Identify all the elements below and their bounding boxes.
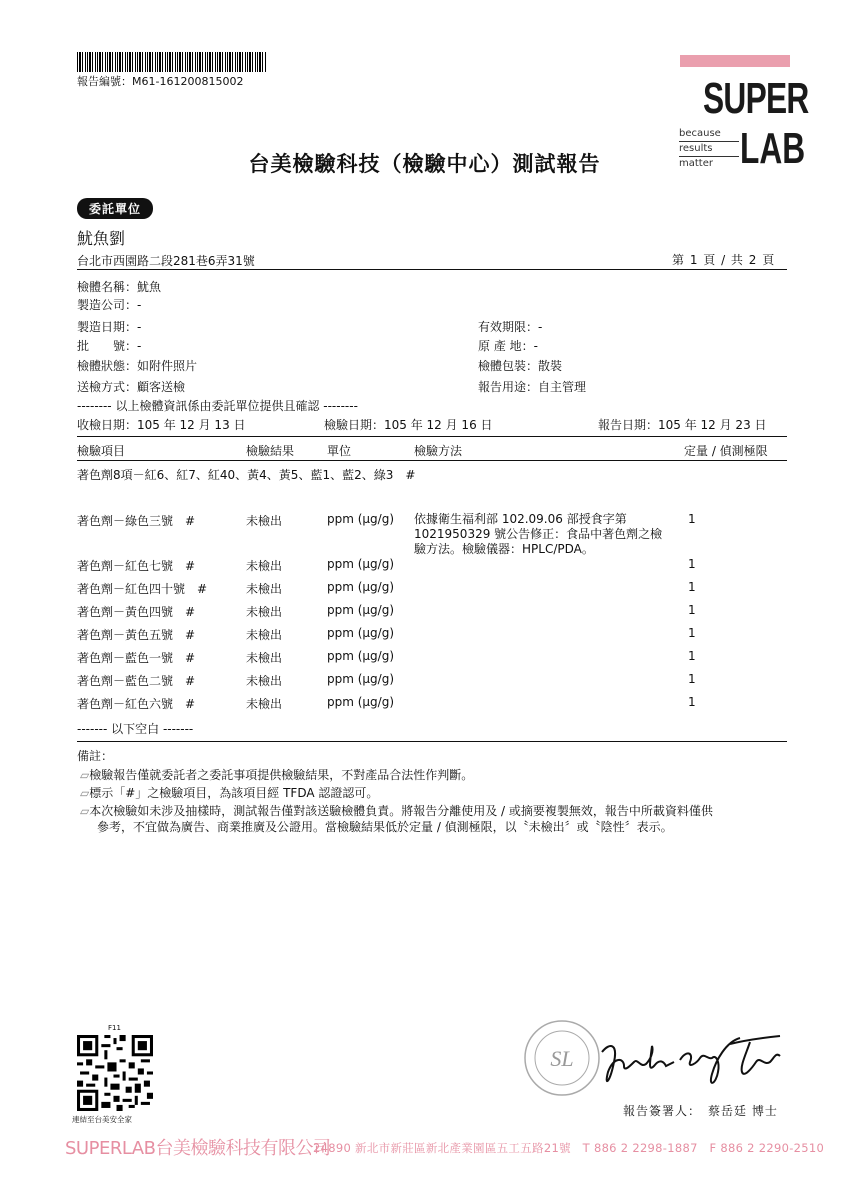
seal-text: SL	[550, 1046, 574, 1071]
table-row-unit: ppm (µg/g)	[327, 672, 395, 686]
note-bullet-icon: ▱	[80, 768, 90, 782]
table-row-limit: 1	[688, 649, 696, 663]
qr-code-label: F11	[108, 1024, 121, 1032]
tested-date: 檢驗日期：105 年 12 月 16 日	[324, 418, 493, 432]
divider	[77, 269, 787, 270]
col-header-method: 檢驗方法	[414, 444, 463, 458]
table-row-unit: ppm (µg/g)	[327, 649, 395, 663]
logo-lab: LAB	[740, 124, 806, 173]
sample-batch: 批 號：-	[77, 339, 142, 353]
footer-address: 24890 新北市新莊區新北產業園區五工五路21號 T 886 2 2298-1887 F 886 2 2290-2510	[313, 1141, 825, 1155]
col-header-unit: 單位	[327, 444, 352, 458]
table-row-result: 未檢出	[246, 605, 283, 619]
sample-state: 檢體狀態：如附件照片	[77, 359, 198, 373]
sample-confirm-note: -------- 以上檢體資訊係由委託單位提供且確認 --------	[77, 399, 358, 413]
table-row-limit: 1	[688, 672, 696, 686]
sample-purpose: 報告用途：自主管理	[478, 380, 587, 394]
table-row-item: 著色劑－紅色四十號 #	[77, 582, 208, 596]
table-row-limit: 1	[688, 695, 696, 709]
table-row-result: 未檢出	[246, 559, 283, 573]
report-signer: 報告簽署人： 蔡岳廷 博士	[623, 1104, 778, 1118]
method-line: 依據衛生福利部 102.09.06 部授食字第	[414, 512, 627, 526]
qr-caption: 連結至台美安全家	[72, 1115, 132, 1124]
table-row-result: 未檢出	[246, 628, 283, 642]
reported-date: 報告日期：105 年 12 月 23 日	[598, 418, 767, 432]
logo-tagline-line: because	[679, 128, 739, 142]
col-header-result: 檢驗結果	[246, 444, 295, 458]
table-row-item: 著色劑－藍色一號 #	[77, 651, 196, 665]
note-bullet-icon: ▱	[80, 804, 90, 818]
table-row-result: 未檢出	[246, 674, 283, 688]
col-header-limit: 定量 / 偵測極限	[684, 444, 768, 458]
divider	[77, 436, 787, 437]
table-row-limit: 1	[688, 626, 696, 640]
sample-expiry: 有效期限：-	[478, 320, 543, 334]
table-row-unit: ppm (µg/g)	[327, 695, 395, 709]
table-row-result: 未檢出	[246, 514, 283, 528]
client-address: 台北市西園路二段281巷6弄31號	[77, 254, 255, 268]
table-row-item: 著色劑－藍色二號 #	[77, 674, 196, 688]
method-line: 驗方法。檢驗儀器：HPLC/PDA。	[414, 542, 594, 556]
sample-mfg-date: 製造日期：-	[77, 320, 142, 334]
table-row-method	[414, 512, 662, 557]
sample-delivery: 送檢方式：顧客送檢	[77, 380, 186, 394]
client-section-label: 委託單位	[77, 198, 153, 219]
page-info: 第 1 頁 / 共 2 頁	[672, 253, 776, 267]
footer-company: SUPERLAB台美檢驗科技有限公司	[65, 1138, 331, 1159]
sample-name: 檢體名稱：魷魚	[77, 280, 162, 294]
table-row-unit: ppm (µg/g)	[327, 603, 395, 617]
table-row-result: 未檢出	[246, 651, 283, 665]
sample-packaging: 檢體包裝：散裝	[478, 359, 563, 373]
sample-manufacturer: 製造公司：-	[77, 298, 142, 312]
note-item: ▱標示「#」之檢驗項目，為該項目經 TFDA 認證認可。	[80, 786, 379, 800]
table-end-note: ------- 以下空白 -------	[77, 722, 194, 736]
notes-label: 備註：	[77, 749, 114, 763]
logo-tagline-line: results	[679, 143, 739, 157]
report-number: 報告編號：M61-161200815002	[77, 75, 244, 88]
table-row-limit: 1	[688, 580, 696, 594]
table-row-unit: ppm (µg/g)	[327, 580, 395, 594]
table-row-limit: 1	[688, 557, 696, 571]
handwritten-signature	[590, 1022, 790, 1102]
logo-tagline-line: matter	[679, 158, 713, 169]
barcode	[77, 52, 267, 72]
table-row-item: 著色劑－黃色五號 #	[77, 628, 196, 642]
note-item: ▱檢驗報告僅就委託者之委託事項提供檢驗結果，不對產品合法性作判斷。	[80, 768, 474, 782]
divider	[77, 741, 787, 742]
table-row-unit: ppm (µg/g)	[327, 512, 395, 526]
table-row-item: 著色劑－紅色七號 #	[77, 559, 196, 573]
note-bullet-icon: ▱	[80, 786, 90, 800]
qr-code[interactable]	[77, 1035, 153, 1111]
col-header-item: 檢驗項目	[77, 444, 126, 458]
divider	[77, 460, 787, 461]
method-line: 1021950329 號公告修正：食品中著色劑之檢	[414, 527, 663, 541]
table-row-item: 著色劑－黃色四號 #	[77, 605, 196, 619]
received-date: 收檢日期：105 年 12 月 13 日	[77, 418, 246, 432]
report-title: 台美檢驗科技（檢驗中心）測試報告	[248, 152, 601, 176]
client-name: 魷魚劉	[77, 229, 126, 248]
table-row-result: 未檢出	[246, 582, 283, 596]
table-row-unit: ppm (µg/g)	[327, 626, 395, 640]
table-row-result: 未檢出	[246, 697, 283, 711]
sample-origin: 原 產 地：-	[478, 339, 538, 353]
note-item: ▱本次檢驗如未涉及抽樣時，測試報告僅對該送驗檢體負責。將報告分離使用及 / 或摘要複製無效，報告中所載資料僅供	[80, 804, 713, 818]
table-row-limit: 1	[688, 603, 696, 617]
table-row-item: 著色劑－綠色三號 #	[77, 514, 196, 528]
table-group-title: 著色劑8項－紅6、紅7、紅40、黃4、黃5、藍1、藍2、綠3 #	[77, 468, 416, 482]
logo-super: SUPER	[703, 74, 809, 123]
table-row-unit: ppm (µg/g)	[327, 557, 395, 571]
note-item-continued: 參考，不宜做為廣告、商業推廣及公證用。當檢驗結果低於定量 / 偵測極限，以〝未檢出〞或〝陰性〞表示。	[97, 820, 673, 834]
logo-accent-bar	[680, 55, 790, 67]
table-row-limit: 1	[688, 512, 696, 526]
table-row-item: 著色劑－紅色六號 #	[77, 697, 196, 711]
